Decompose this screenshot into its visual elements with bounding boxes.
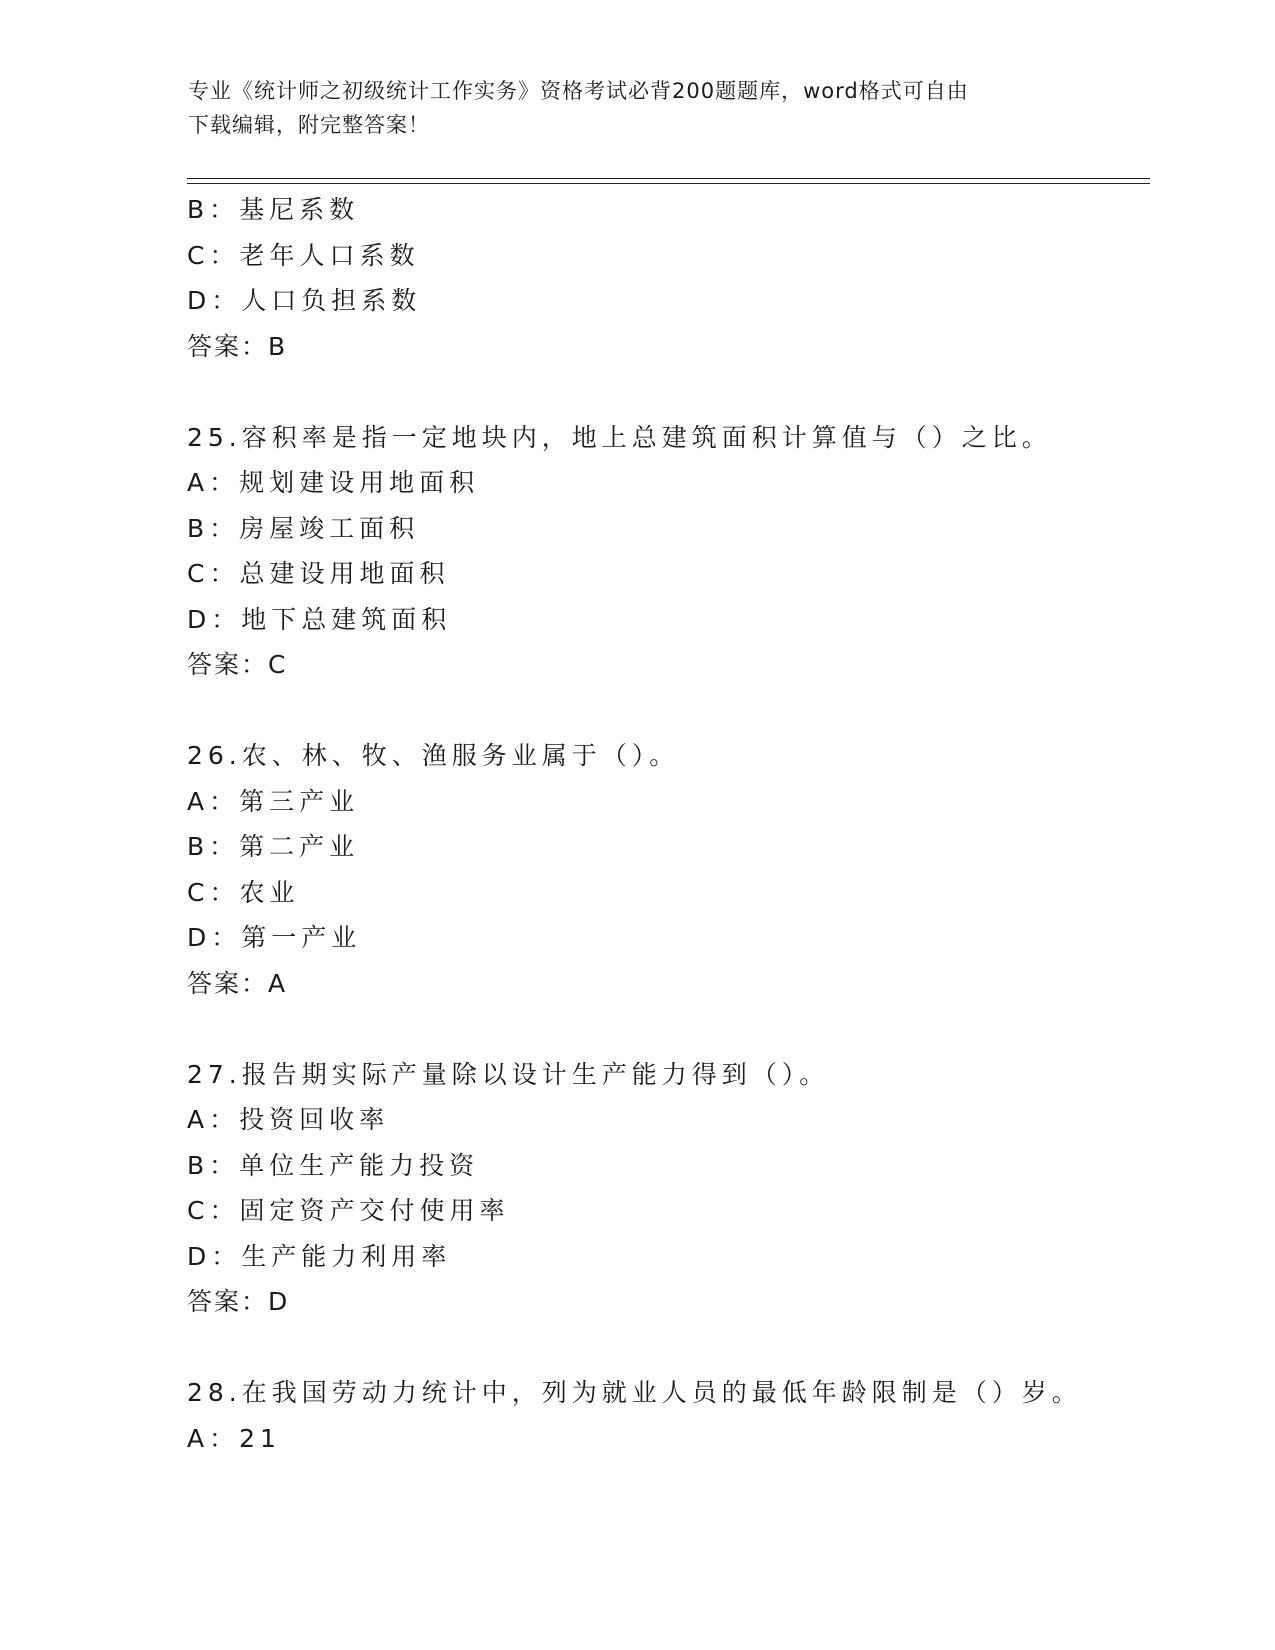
header-divider-top xyxy=(187,178,1150,179)
answer-label: 答案： xyxy=(187,1287,269,1316)
header-line-2: 下载编辑，附完整答案！ xyxy=(188,113,430,137)
answer xyxy=(187,324,1147,370)
option-d: D：生产能力利用率 xyxy=(187,1241,452,1271)
header-divider-bottom xyxy=(187,183,1150,184)
answer-value: D xyxy=(268,1287,288,1316)
question-spacer xyxy=(187,1325,1147,1371)
option-b: B：房屋竣工面积 xyxy=(187,513,420,543)
option-a: A：21 xyxy=(187,1423,281,1453)
question-28 xyxy=(187,1370,1147,1461)
option-c: C：农业 xyxy=(187,877,300,907)
option-c: C：总建设用地面积 xyxy=(187,559,450,588)
question-spacer xyxy=(187,1006,1147,1052)
answer-label: 答案： xyxy=(187,650,269,679)
option-d: D：人口负担系数 xyxy=(187,286,422,315)
answer xyxy=(187,961,1147,1007)
question-24 xyxy=(187,187,1147,369)
answer xyxy=(187,642,1147,688)
question-text: 26.农、林、牧、渔服务业属于（）。 xyxy=(187,741,680,770)
option-c: C：固定资产交付使用率 xyxy=(187,1196,510,1225)
question-spacer xyxy=(187,688,1147,734)
option-c: C：老年人口系数 xyxy=(187,240,420,270)
answer xyxy=(187,1279,1147,1325)
question-26 xyxy=(187,733,1147,1006)
option-b: B：第二产业 xyxy=(187,832,360,861)
document-header xyxy=(188,74,1088,142)
option-a: A：第三产业 xyxy=(187,786,360,816)
option-d: D：地下总建筑面积 xyxy=(187,604,452,634)
question-spacer xyxy=(187,369,1147,415)
option-b: B：单位生产能力投资 xyxy=(187,1150,480,1180)
option-a: A：规划建设用地面积 xyxy=(187,468,480,497)
question-27 xyxy=(187,1052,1147,1325)
header-line-1: 专业《统计师之初级统计工作实务》资格考试必背200题题库，word格式可自由 xyxy=(188,79,969,103)
question-text: 27.报告期实际产量除以设计生产能力得到（）。 xyxy=(187,1059,830,1089)
question-text: 25.容积率是指一定地块内，地上总建筑面积计算值与（）之比。 xyxy=(187,422,1052,452)
question-text: 28.在我国劳动力统计中，列为就业人员的最低年龄限制是（）岁。 xyxy=(187,1378,1082,1407)
answer-value: A xyxy=(268,968,286,998)
answer-label: 答案： xyxy=(187,331,269,361)
answer-value: B xyxy=(268,331,286,361)
answer-value: C xyxy=(268,650,286,679)
question-list xyxy=(187,187,1147,1461)
answer-label: 答案： xyxy=(187,968,269,998)
question-25 xyxy=(187,415,1147,688)
option-b: B：基尼系数 xyxy=(187,195,360,224)
option-d: D：第一产业 xyxy=(187,923,362,952)
option-a: A：投资回收率 xyxy=(187,1105,390,1134)
